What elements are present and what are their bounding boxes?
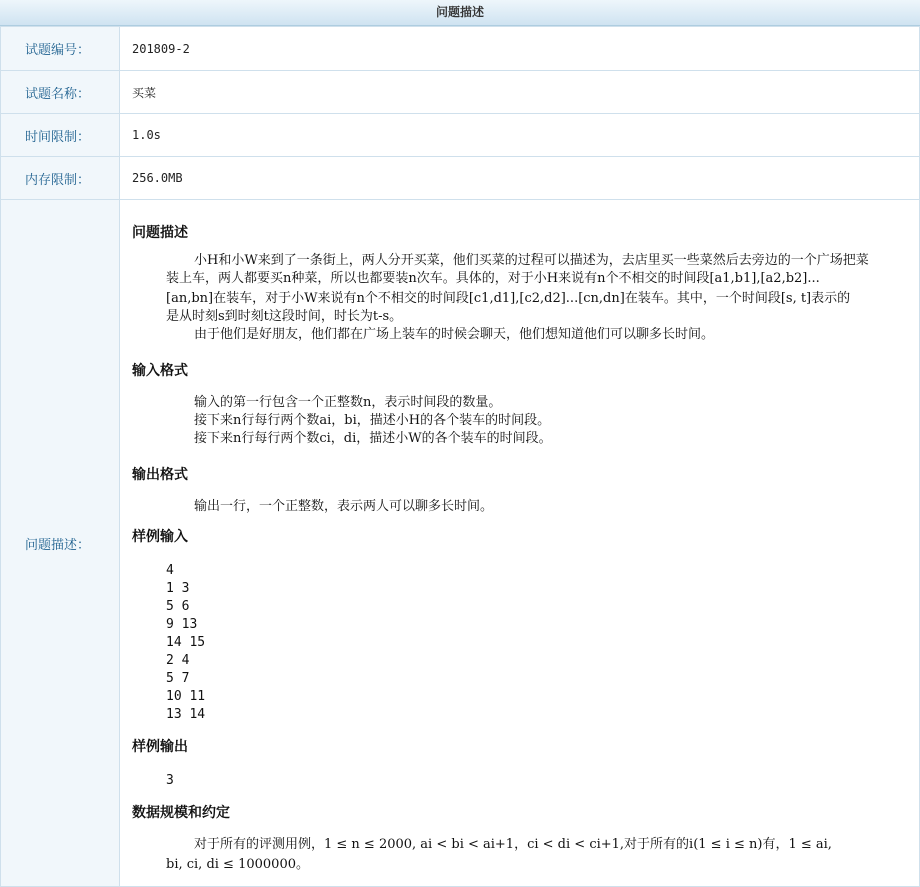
row-memory-limit [1,157,920,200]
problem-info-table [0,26,920,887]
row-problem-description [1,200,920,887]
value-memory-limit: 256.0MB [120,157,920,200]
sample-input-line-5: 14 15 [166,635,206,650]
input-line-1: 输入的第一行包含一个正整数n，表示时间段的数量。 [194,395,502,410]
description-line-4: 是从时刻s到时刻t这段时间，时长为t-s。 [166,309,403,324]
label-memory-limit: 内存限制： [1,157,120,200]
label-problem-id: 试题编号： [1,27,120,71]
label-problem-name: 试题名称： [1,71,120,114]
input-line-3: 接下来n行每行两个数ci，di，描述小W的各个装车的时间段。 [194,431,552,446]
description-line-5: 由于他们是好朋友，他们都在广场上装车的时候会聊天，他们想知道他们可以聊多长时间。 [194,327,715,342]
row-problem-name [1,71,920,114]
sample-input-line-8: 10 11 [166,689,206,704]
section-title-scale: 数据规模和约定 [132,805,230,821]
row-time-limit [1,114,920,157]
value-problem-id: 201809-2 [120,27,920,71]
value-time-limit: 1.0s [120,114,920,157]
section-title-output: 输出格式 [132,467,188,483]
scale-line-1: 对于所有的评测用例，1 ≤ n ≤ 2000, ai < bi < ai+1，ci < di < ci+1,对于所有的i(1 ≤ i ≤ n)有，1 ≤ ai, [194,837,832,852]
description-line-1: 小H和小W来到了一条街上，两人分开买菜，他们买菜的过程可以描述为，去店里买一些菜然后去旁边的一个广场把菜 [194,253,869,268]
row-problem-id [1,27,920,71]
section-title-sample-input: 样例输入 [132,529,188,545]
label-time-limit: 时间限制： [1,114,120,157]
description-line-2: 装上车，两人都要买n种菜，所以也都要装n次车。具体的，对于小H来说有n个不相交的时间段[a1,b1],[a2,b2]... [166,271,820,286]
scale-line-2: bi, ci, di ≤ 1000000。 [166,857,309,872]
section-title-input: 输入格式 [132,363,188,379]
sample-input-line-7: 5 7 [166,671,190,686]
input-line-2: 接下来n行每行两个数ai，bi，描述小H的各个装车的时间段。 [194,413,551,428]
sample-input-line-3: 5 6 [166,599,190,614]
value-problem-name: 买菜 [120,71,920,114]
problem-description-content [120,200,920,887]
sample-output-line-1: 3 [166,773,174,788]
page-header: 问题描述 [0,0,920,26]
section-title-description: 问题描述 [132,225,188,241]
sample-input-line-2: 1 3 [166,581,190,596]
sample-input-line-4: 9 13 [166,617,198,632]
output-line-1: 输出一行，一个正整数，表示两人可以聊多长时间。 [194,499,494,514]
section-title-sample-output: 样例输出 [132,739,188,755]
description-line-3: [an,bn]在装车，对于小W来说有n个不相交的时间段[c1,d1],[c2,d2]...[cn,dn]在装车。其中，一个时间段[s, t]表示的 [166,291,851,306]
sample-input-line-9: 13 14 [166,707,206,722]
sample-input-line-1: 4 [166,563,174,578]
label-problem-description: 问题描述： [1,200,120,887]
sample-input-line-6: 2 4 [166,653,190,668]
